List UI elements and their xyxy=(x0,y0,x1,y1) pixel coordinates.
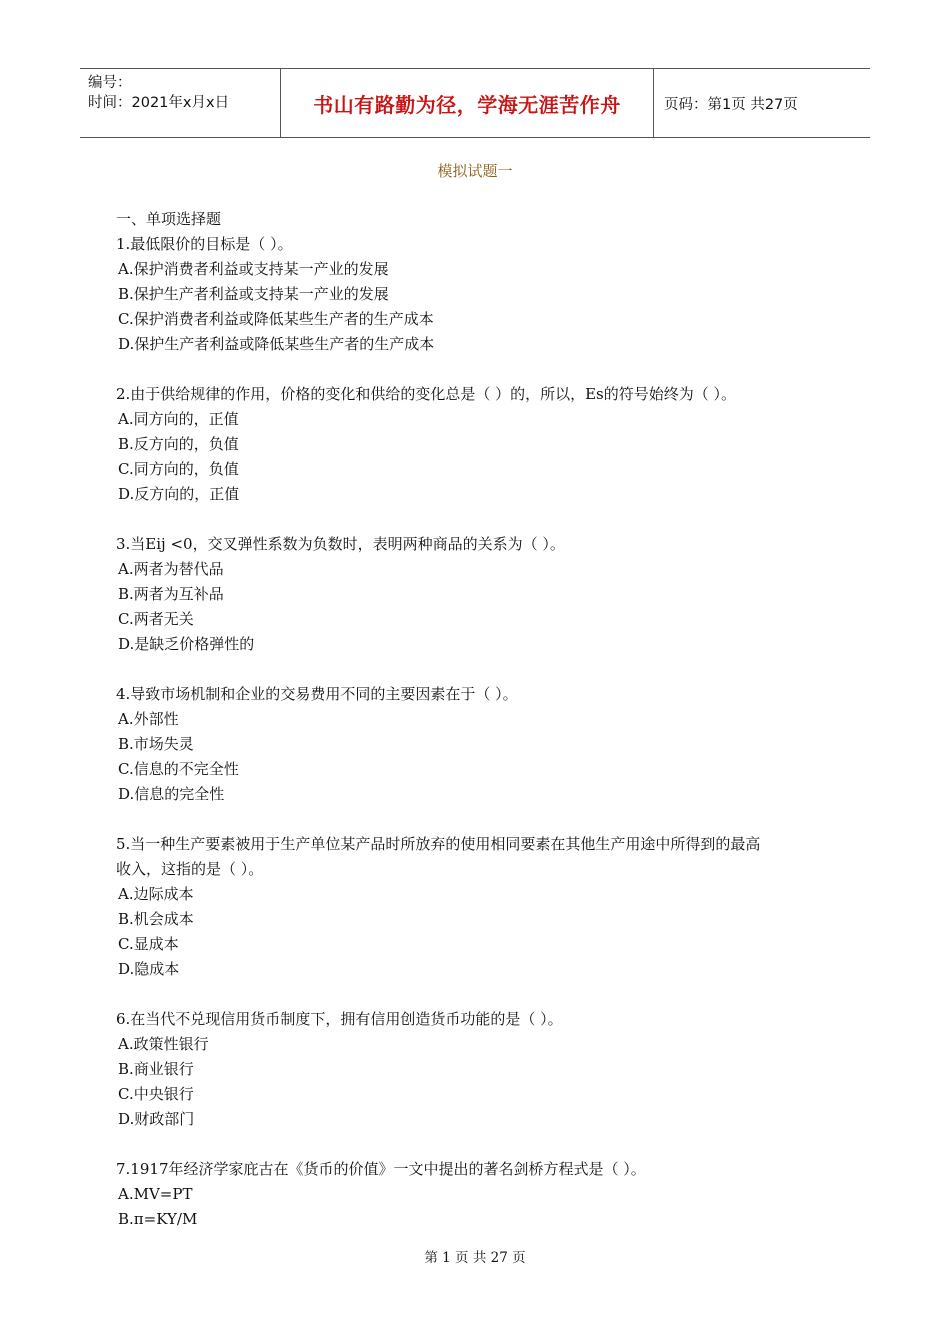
answer-option: A.保护消费者利益或支持某一产业的发展 xyxy=(118,260,389,278)
section-title: 一、单项选择题 xyxy=(116,210,222,228)
answer-option: B.反方向的，负值 xyxy=(118,435,239,453)
answer-option: A.边际成本 xyxy=(118,885,194,903)
question-2 xyxy=(116,382,836,507)
answer-option: C.保护消费者利益或降低某些生产者的生产成本 xyxy=(118,310,434,328)
answer-option: D.信息的完全性 xyxy=(118,785,225,803)
doc-title: 模拟试题一 xyxy=(437,162,513,180)
answer-option: D.反方向的，正值 xyxy=(118,485,240,503)
question-list xyxy=(116,207,836,1257)
answer-option: B.保护生产者利益或支持某一产业的发展 xyxy=(118,285,389,303)
header-motto: 书山有路勤为径，学海无涯苦作舟 xyxy=(281,69,654,137)
question-text: 4.导致市场机制和企业的交易费用不同的主要因素在于（ ）。 xyxy=(116,685,518,703)
question-text: 5.当一种生产要素被用于生产单位某产品时所放弃的使用相同要素在其他生产用途中所得到的最高 xyxy=(116,835,761,853)
answer-option: C.显成本 xyxy=(118,935,179,953)
answer-option: A.外部性 xyxy=(118,710,179,728)
answer-option: C.中央银行 xyxy=(118,1085,194,1103)
answer-option: C.信息的不完全性 xyxy=(118,760,239,778)
header-page-label: 页码：第1页 共27页 xyxy=(664,96,798,113)
header-info-cell xyxy=(80,69,281,137)
answer-option: B.机会成本 xyxy=(118,910,194,928)
time-label: 时间：2021年x月x日 xyxy=(88,95,230,111)
answer-option: D.隐成本 xyxy=(118,960,180,978)
answer-option: B.两者为互补品 xyxy=(118,585,224,603)
page-footer: 第 1 页 共 27 页 xyxy=(424,1250,526,1266)
answer-option: C.两者无关 xyxy=(118,610,194,628)
question-6 xyxy=(116,1007,836,1132)
questions-container xyxy=(116,232,836,1232)
question-4 xyxy=(116,682,836,807)
question-5 xyxy=(116,832,836,982)
answer-option: A.MV=PT xyxy=(118,1185,193,1203)
number-label: 编号： xyxy=(88,75,132,91)
question-text: 6.在当代不兑现信用货币制度下，拥有信用创造货币功能的是（ ）。 xyxy=(116,1010,563,1028)
question-7 xyxy=(116,1157,836,1232)
answer-option: B.市场失灵 xyxy=(118,735,194,753)
question-1 xyxy=(116,232,836,357)
answer-option: A.两者为替代品 xyxy=(118,560,224,578)
question-text: 7.1917年经济学家庇古在《货币的价值》一文中提出的著名剑桥方程式是（ ）。 xyxy=(116,1160,646,1178)
answer-option: C.同方向的，负值 xyxy=(118,460,239,478)
page-header xyxy=(80,68,870,138)
answer-option: A.同方向的，正值 xyxy=(118,410,239,428)
question-text: 2.由于供给规律的作用，价格的变化和供给的变化总是（ ）的，所以，Es的符号始终为（ ）。 xyxy=(116,385,736,403)
answer-option: D.是缺乏价格弹性的 xyxy=(118,635,255,653)
question-text: 1.最低限价的目标是（ ）。 xyxy=(116,235,293,253)
answer-option: D.财政部门 xyxy=(118,1110,195,1128)
question-text: 收入，这指的是（ ）。 xyxy=(116,860,264,878)
question-3 xyxy=(116,532,836,657)
answer-option: A.政策性银行 xyxy=(118,1035,209,1053)
question-text: 3.当Eij <0，交叉弹性系数为负数时，表明两种商品的关系为（ ）。 xyxy=(116,535,565,553)
answer-option: B.π=KY/M xyxy=(118,1210,198,1228)
answer-option: D.保护生产者利益或降低某些生产者的生产成本 xyxy=(118,335,435,353)
answer-option: B.商业银行 xyxy=(118,1060,194,1078)
